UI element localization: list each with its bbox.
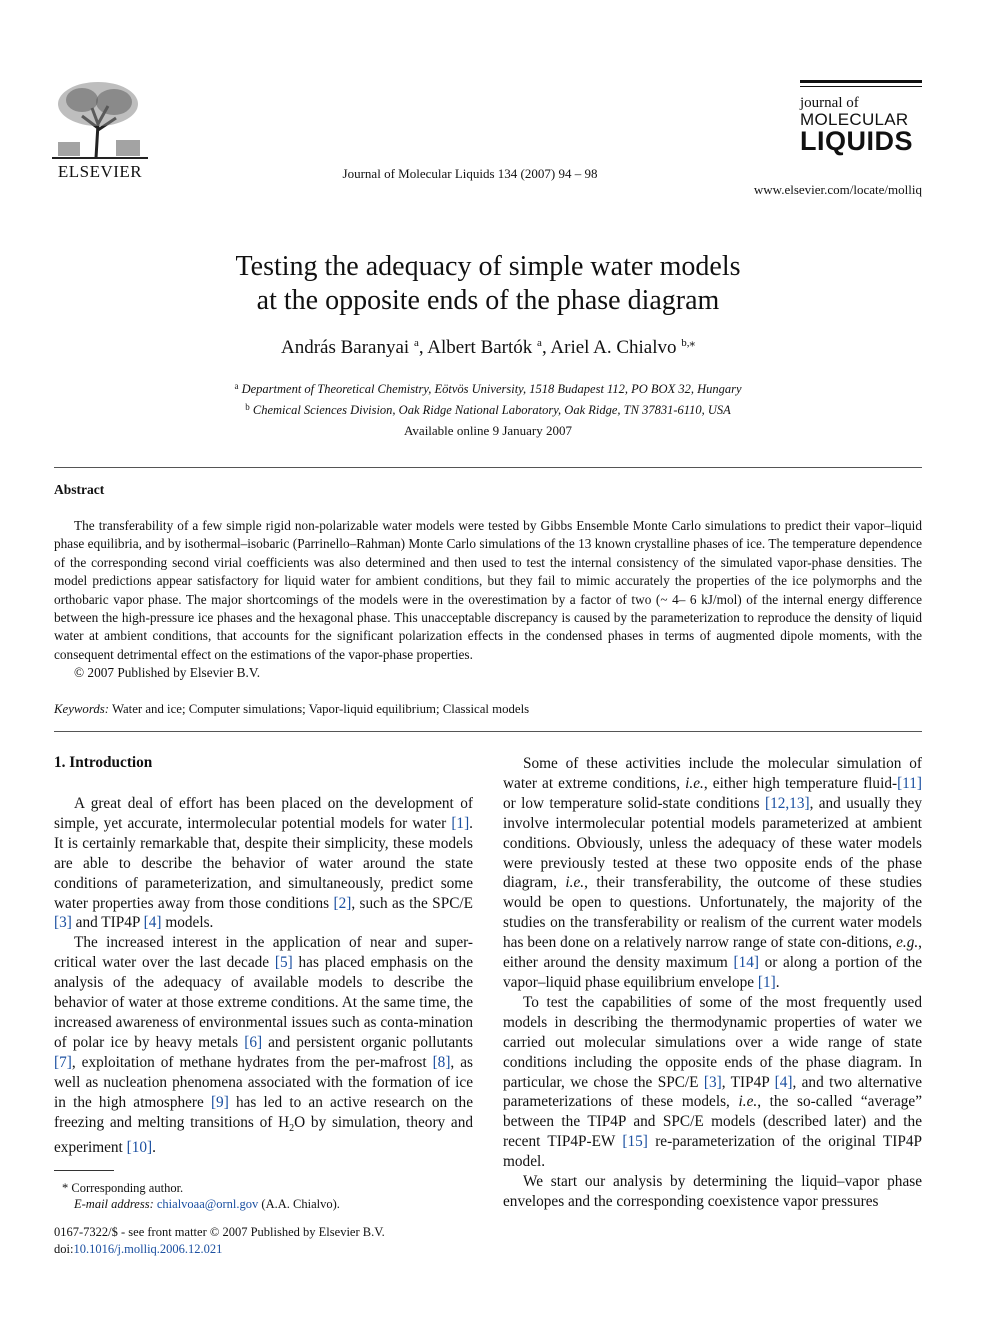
author-list: [100, 336, 876, 359]
text: or along a portion of the vapor–liquid phase equilibrium envelope: [503, 954, 923, 991]
affiliation: [100, 377, 876, 398]
citation-link[interactable]: [3]: [703, 1073, 722, 1091]
affiliation-text: Department of Theoretical Chemistry, Eötvös University, 1518 Budapest 112, PO BOX 32, Hungary: [241, 382, 742, 396]
author-name[interactable]: András Baranyai: [280, 337, 410, 358]
text: , such as the SPC/E: [351, 894, 473, 912]
affiliation-mark: b: [245, 402, 250, 412]
citation-link[interactable]: [15]: [622, 1133, 648, 1151]
citation-link[interactable]: [1]: [757, 973, 776, 991]
text: i.e.: [738, 1093, 758, 1111]
paragraph: [503, 1172, 922, 1212]
citation-link[interactable]: [3]: [54, 914, 72, 932]
citation-link[interactable]: [4]: [774, 1073, 793, 1091]
citation-link[interactable]: [6]: [244, 1033, 263, 1051]
email-suffix: (A.A. Chialvo).: [258, 1197, 340, 1211]
article-title: [100, 250, 876, 318]
issn-line: 0167-7322/$ - see front matter © 2007 Published by Elsevier B.V.: [54, 1225, 385, 1239]
text: , either high temperature fluid-: [703, 774, 898, 792]
citation-link[interactable]: [1]: [451, 814, 470, 832]
author-affil-mark: b,⁎: [681, 337, 696, 349]
text: i.e.: [565, 874, 585, 892]
citation-link[interactable]: [8]: [432, 1053, 451, 1071]
left-column: [54, 794, 473, 1158]
divider: [54, 731, 922, 732]
text: We start our analysis by determining the liquid–vapor phase envelopes and the corresponding coexistence vapor pressures: [503, 1173, 922, 1210]
text: The increased interest in the application of near and super-critical water over the last decade: [54, 934, 473, 972]
journal-logo-line: journal of: [800, 95, 859, 111]
title-line: at the opposite ends of the phase diagram: [256, 285, 720, 316]
journal-logo-line: LIQUIDS: [800, 126, 914, 156]
text: Some of these activities include the molecular simulation of water at extreme conditions,: [503, 755, 922, 792]
keywords-label: Keywords:: [54, 702, 109, 716]
text: , either around the density maximum: [503, 934, 922, 972]
journal-logo-rule: [800, 86, 922, 87]
text: , the so-called “average” between the TIP4P and SPC/E models (described later) and the recent TIP4P-EW: [503, 1093, 922, 1151]
author-affil-mark: a: [413, 337, 419, 349]
author-separator: ,: [541, 337, 551, 358]
footnote-label: Corresponding author.: [71, 1181, 184, 1195]
journal-citation: Journal of Molecular Liquids 134 (2007) 94 – 98: [342, 166, 598, 181]
paragraph: [54, 933, 473, 1158]
citation-link[interactable]: [5]: [274, 954, 293, 972]
citation-link[interactable]: [12,13]: [764, 794, 810, 812]
abstract-copyright: © 2007 Published by Elsevier B.V.: [74, 665, 261, 681]
publisher-name: ELSEVIER: [57, 162, 143, 181]
paragraph: [54, 794, 473, 933]
text: or low temperature solid-state conditions: [503, 794, 765, 812]
divider: [54, 467, 922, 468]
footnote: [54, 1180, 473, 1212]
text: A great deal of effort has been placed on the development of simple, yet accurate, intermolecular potential models for water: [54, 795, 473, 832]
citation-link[interactable]: [10]: [126, 1139, 153, 1157]
subscript: 2: [289, 1122, 295, 1134]
affiliations: [100, 377, 876, 419]
keywords: [54, 702, 922, 717]
text: re-parameterization of the original TIP4P model.: [503, 1133, 923, 1171]
text: i.e.: [685, 774, 704, 792]
journal-url[interactable]: www.elsevier.com/locate/molliq: [753, 182, 922, 197]
affiliation-mark: a: [234, 381, 239, 391]
author-affil-mark: a: [537, 337, 542, 349]
citation-link[interactable]: [2]: [333, 894, 352, 912]
text: e.g.: [896, 934, 919, 952]
doi-label: doi:: [54, 1242, 74, 1256]
citation-link[interactable]: [9]: [210, 1093, 229, 1111]
text: To test the capabilities of some of the most frequently used models in describing the thermodynamic properties of water we carried out molecular simulations over a wide range of state conditions including the opposite ends of the phase diagram. In particular, we chose the SPC/E: [503, 993, 922, 1091]
citation-link[interactable]: [7]: [54, 1053, 72, 1071]
journal-logo-line: MOLECULAR: [800, 110, 909, 129]
footnote-line: [54, 1196, 473, 1212]
front-matter: [54, 1224, 473, 1258]
journal-logo: [800, 96, 924, 155]
abstract-heading: Abstract: [54, 482, 105, 497]
text: . It is certainly remarkable that, despite their simplicity, these models are able to describe the behavior of water around the state conditions of parameterization, and simultaneously, predict some water properties away from those conditions: [54, 814, 473, 912]
text: , exploitation of methane hydrates from the per-mafrost: [71, 1053, 433, 1071]
right-column: [503, 754, 922, 1212]
text: models.: [161, 914, 214, 932]
email-link[interactable]: chialvoaa@ornl.gov: [156, 1197, 259, 1211]
text: O by simulation, theory and experiment: [54, 1113, 474, 1157]
text: has placed emphasis on the analysis of the adequacy of available models to describe the behavior of water at those extreme conditions. At the same time, the increased awareness of environmental issues such as conta-mination of polar ice by heavy metals: [54, 954, 473, 1051]
author-name[interactable]: Ariel A. Chialvo: [550, 337, 677, 358]
footnote-line: [54, 1180, 473, 1196]
text: .: [152, 1139, 156, 1157]
text: has led to an active research on the freezing and melting transitions of H: [54, 1093, 473, 1131]
author-name[interactable]: Albert Bartók: [427, 337, 533, 358]
affiliation-text: Chemical Sciences Division, Oak Ridge National Laboratory, Oak Ridge, TN 37831-6110, USA: [252, 403, 731, 417]
text: , their transferability, the outcome of these studies would be open to questions. Unfortunately, the majority of the studies on the transferability or realism of the current water models has been done on a relatively narrow range of state con-ditions,: [503, 874, 922, 952]
section-heading: 1. Introduction: [54, 754, 153, 771]
title-line: Testing the adequacy of simple water models: [235, 251, 741, 282]
citation-link[interactable]: [14]: [733, 954, 759, 972]
text: and persistent organic pollutants: [262, 1033, 474, 1051]
citation-link[interactable]: [4]: [143, 914, 162, 932]
paragraph: [503, 754, 922, 993]
abstract-body: [54, 517, 922, 683]
footnote-rule: [54, 1170, 114, 1171]
text: and TIP4P: [71, 914, 144, 932]
paragraph: [503, 993, 922, 1172]
abstract-text: The transferability of a few simple rigid non-polarizable water models were tested by Gibbs Ensemble Monte Carlo simulations to predict their vapor–liquid phase equilibria, and by isothermal–isobaric (Parrinello–Rahman) Monte Carlo simulations of the 13 known crystalline phases of ice. The temperature dependence of the corresponding second virial coefficients was also determined and then used to test the internal consistency of the simulated vapor-phase densities. The model predictions appear satisfactory for liquid water for ambient conditions, but they fail to mimic accurately the properties of the ice polymorphs and the orthobaric vapor phase. The major shortcomings of the models were in the overestimation by a factor of two (~ 4– 6 kJ/mol) of the internal energy difference between the high-pressure ice phases and the hexagonal phase. This unacceptable discrepancy is caused by the parameterization to reproduce the density of liquid water at ambient conditions, that accounts for the significant polarization effects in the condensed phases in terms of augmented dipole moments, with the consequent detrimental effect on the estimations of the vapor-phase properties.: [54, 518, 922, 662]
text: .: [775, 973, 780, 991]
footnote-mark: *: [62, 1181, 69, 1195]
affiliation: [100, 398, 876, 419]
author-separator: ,: [418, 337, 428, 358]
text: , and usually they involve intermolecular potential models parameterized at ambient conditions. Obviously, unless the adequacy of these water models were previously tested at these two opposite ends of the phase diagram,: [503, 794, 922, 892]
text: , TIP4P: [721, 1073, 775, 1091]
text: , and two alternative parameterizations of these models,: [503, 1073, 922, 1111]
keywords-text: Water and ice; Computer simulations; Vapor-liquid equilibrium; Classical models: [111, 702, 530, 716]
email-label: E-mail address:: [74, 1197, 154, 1211]
text: , as well as nucleation phenomena associated with the formation of ice in the high atmosphere: [54, 1053, 473, 1111]
available-online-date: Available online 9 January 2007: [404, 423, 572, 438]
doi-line: [54, 1241, 473, 1258]
journal-logo-rule: [800, 80, 922, 83]
doi-link[interactable]: 10.1016/j.molliq.2006.12.021: [73, 1242, 223, 1256]
citation-link[interactable]: [11]: [897, 774, 922, 792]
